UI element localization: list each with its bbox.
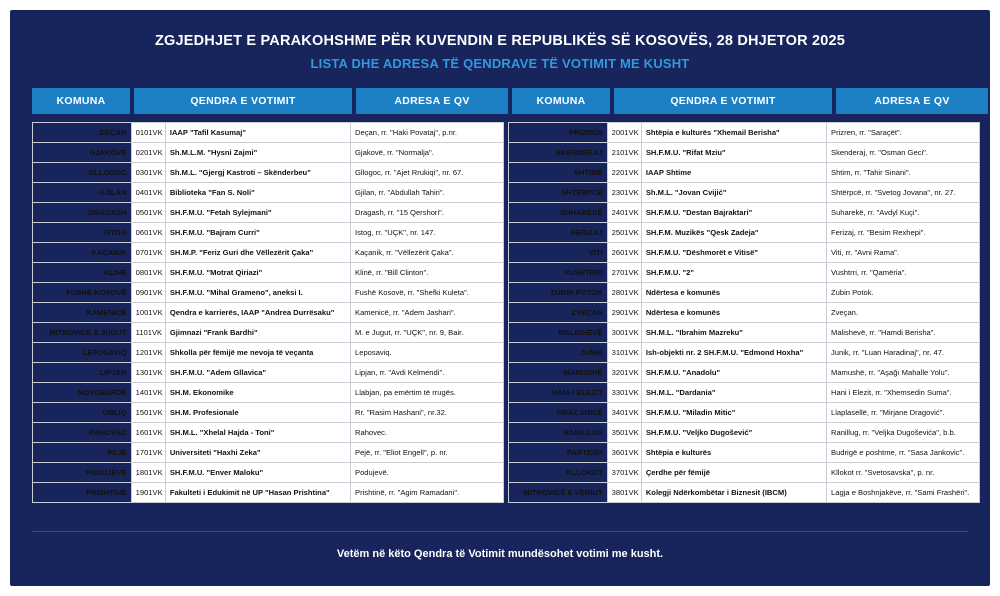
- cell-komuna: SUHAREKË: [509, 203, 608, 223]
- cell-code: 1201VK: [131, 343, 165, 363]
- table-row: [509, 423, 980, 443]
- table-row: [509, 183, 980, 203]
- cell-code: 0601VK: [131, 223, 165, 243]
- cell-code: 1501VK: [131, 403, 165, 423]
- cell-qendra-votimit: SH.F.M.U. "Rifat Mziu": [641, 143, 826, 163]
- cell-adresa: Llabjan, pa emërtim të rrugës.: [351, 383, 504, 403]
- cell-qendra-votimit: SH.M. Profesionale: [165, 403, 350, 423]
- cell-code: 1901VK: [131, 483, 165, 503]
- table-row: [33, 463, 504, 483]
- cell-qendra-votimit: SH.F.M.U. "Enver Maloku": [165, 463, 350, 483]
- left-table: [32, 122, 504, 503]
- cell-code: 0701VK: [131, 243, 165, 263]
- cell-qendra-votimit: SH.M.P. "Feriz Guri dhe Vëllezërit Çaka": [165, 243, 350, 263]
- cell-code: 3201VK: [607, 363, 641, 383]
- table-row: [33, 143, 504, 163]
- table-row: [509, 263, 980, 283]
- cell-code: 2501VK: [607, 223, 641, 243]
- cell-code: 3401VK: [607, 403, 641, 423]
- cell-komuna: KAÇANIK: [33, 243, 132, 263]
- cell-code: 1401VK: [131, 383, 165, 403]
- cell-code: 1101VK: [131, 323, 165, 343]
- table-row: [509, 203, 980, 223]
- footer-divider: [32, 531, 968, 532]
- cell-qendra-votimit: Sh.M.L.M. "Hysni Zajmi": [165, 143, 350, 163]
- cell-qendra-votimit: Shtëpia e kulturës "Xhemail Berisha": [641, 123, 826, 143]
- cell-komuna: SHTËRPCË: [509, 183, 608, 203]
- table-row: [33, 323, 504, 343]
- cell-qendra-votimit: SH.F.M.U. "Anadolu": [641, 363, 826, 383]
- cell-komuna: PRIZREN: [509, 123, 608, 143]
- table-row: [33, 483, 504, 503]
- cell-adresa: Llaplasellë, rr. "Mirjane Dragović".: [827, 403, 980, 423]
- cell-qendra-votimit: SH.F.M.U. "Mihal Grameno", aneksi I.: [165, 283, 350, 303]
- cell-qendra-votimit: IAAP Shtime: [641, 163, 826, 183]
- cell-qendra-votimit: Sh.M.L. "Jovan Cvijić": [641, 183, 826, 203]
- cell-adresa: Kaçanik, rr. "Vëllezërit Çaka".: [351, 243, 504, 263]
- table-row: [33, 243, 504, 263]
- cell-qendra-votimit: SH.M.L. "Ibrahim Mazreku": [641, 323, 826, 343]
- cell-code: 1701VK: [131, 443, 165, 463]
- cell-komuna: DRAGASH: [33, 203, 132, 223]
- cell-qendra-votimit: SH.M. Ekonomike: [165, 383, 350, 403]
- cell-qendra-votimit: SH.M.L. "Dardania": [641, 383, 826, 403]
- cell-adresa: Shtërpcë, rr. "Svetog Jovana", nr. 27.: [827, 183, 980, 203]
- cell-code: 0901VK: [131, 283, 165, 303]
- cell-qendra-votimit: SH.F.M.U. "Destan Bajraktari": [641, 203, 826, 223]
- column-header-qv-left: QENDRA E VOTIMIT: [134, 88, 352, 114]
- column-header-komuna-left: KOMUNA: [32, 88, 130, 114]
- cell-adresa: Kllokot rr. "Svetosavska", p. nr.: [827, 463, 980, 483]
- cell-qendra-votimit: Universiteti "Haxhi Zeka": [165, 443, 350, 463]
- table-row: [509, 283, 980, 303]
- table-row: [509, 123, 980, 143]
- cell-code: 0301VK: [131, 163, 165, 183]
- table-row: [509, 223, 980, 243]
- table-row: [33, 383, 504, 403]
- poster-header: [10, 10, 990, 71]
- cell-qendra-votimit: Ndërtesa e komunës: [641, 283, 826, 303]
- column-header-qv-right: QENDRA E VOTIMIT: [614, 88, 832, 114]
- cell-komuna: KAMENICË: [33, 303, 132, 323]
- cell-adresa: Shtim, rr. "Tahir Sinani".: [827, 163, 980, 183]
- cell-komuna: GJILAN: [33, 183, 132, 203]
- table-row: [33, 303, 504, 323]
- cell-adresa: Prizren, rr. "Saraçët".: [827, 123, 980, 143]
- table-row: [509, 483, 980, 503]
- cell-code: 2701VK: [607, 263, 641, 283]
- column-header-adresa-right: ADRESA E QV: [836, 88, 988, 114]
- page-title: ZGJEDHJET E PARAKOHSHME PËR KUVENDIN E REPUBLIKËS SË KOSOVËS, 28 DHJETOR 2025: [154, 33, 846, 49]
- cell-adresa: Podujevë.: [351, 463, 504, 483]
- cell-adresa: Leposaviq.: [351, 343, 504, 363]
- cell-code: 3101VK: [607, 343, 641, 363]
- cell-qendra-votimit: SH.F.M.U. "Dëshmorët e Vitisë": [641, 243, 826, 263]
- cell-qendra-votimit: SH.M.L. "Xhelal Hajda - Toni": [165, 423, 350, 443]
- cell-adresa: Istog, rr. "UÇK", nr. 147.: [351, 223, 504, 243]
- cell-code: 2401VK: [607, 203, 641, 223]
- tables-container: [32, 122, 988, 503]
- cell-qendra-votimit: Kolegji Ndërkombëtar i Biznesit (IBCM): [641, 483, 826, 503]
- cell-adresa: Lipjan, rr. "Avdi Kelmendi".: [351, 363, 504, 383]
- poster-board: [10, 10, 990, 586]
- cell-code: 2901VK: [607, 303, 641, 323]
- cell-komuna: KLLOKOT: [509, 463, 608, 483]
- column-header-adresa-left: ADRESA E QV: [356, 88, 508, 114]
- table-row: [33, 123, 504, 143]
- cell-qendra-votimit: Ndërtesa e komunës: [641, 303, 826, 323]
- cell-komuna: RANILLUG: [509, 423, 608, 443]
- cell-code: 3001VK: [607, 323, 641, 343]
- cell-code: 3301VK: [607, 383, 641, 403]
- table-row: [509, 323, 980, 343]
- cell-komuna: LIPJAN: [33, 363, 132, 383]
- table-row: [33, 163, 504, 183]
- cell-qendra-votimit: Shkolla për fëmijë me nevoja të veçanta: [165, 343, 350, 363]
- cell-qendra-votimit: Shtëpia e kulturës: [641, 443, 826, 463]
- table-row: [509, 243, 980, 263]
- cell-adresa: Lagja e Boshnjakëve, rr. "Sami Frashëri".: [827, 483, 980, 503]
- cell-adresa: Deçan, rr. "Haki Povataj", p.nr.: [351, 123, 504, 143]
- cell-qendra-votimit: IAAP "Tafil Kasumaj": [165, 123, 350, 143]
- cell-code: 1601VK: [131, 423, 165, 443]
- cell-adresa: Mamushë, rr. "Aşağı Mahalle Yolu".: [827, 363, 980, 383]
- cell-adresa: Prishtinë, rr. "Agim Ramadani".: [351, 483, 504, 503]
- cell-code: 0401VK: [131, 183, 165, 203]
- table-row: [33, 403, 504, 423]
- cell-qendra-votimit: Fakulteti i Edukimit në UP "Hasan Prishtina": [165, 483, 350, 503]
- cell-adresa: Vushtrri, rr. "Qamëria".: [827, 263, 980, 283]
- cell-code: 1001VK: [131, 303, 165, 323]
- cell-qendra-votimit: Çerdhe për fëmijë: [641, 463, 826, 483]
- cell-qendra-votimit: SH.F.M.U. "Bajram Curri": [165, 223, 350, 243]
- cell-komuna: GJAKOVË: [33, 143, 132, 163]
- cell-komuna: ISTOG: [33, 223, 132, 243]
- column-header-komuna-right: KOMUNA: [512, 88, 610, 114]
- cell-qendra-votimit: Biblioteka "Fan S. Noli": [165, 183, 350, 203]
- cell-komuna: MITROVICË E VERIUT: [509, 483, 608, 503]
- table-row: [33, 343, 504, 363]
- footer-note: Vetëm në këto Qendra të Votimit mundësohet votimi me kusht.: [336, 548, 664, 560]
- page-subtitle: LISTA DHE ADRESA TË QENDRAVE TË VOTIMIT ME KUSHT: [310, 55, 690, 71]
- cell-code: 0801VK: [131, 263, 165, 283]
- column-headers: [32, 88, 988, 114]
- table-row: [509, 383, 980, 403]
- cell-adresa: Pejë, rr. "Eliot Engell", p. nr.: [351, 443, 504, 463]
- cell-adresa: M. e Jugut, rr. "UÇK", nr. 9, Bair.: [351, 323, 504, 343]
- cell-komuna: LEPOSAVIQ: [33, 343, 132, 363]
- cell-adresa: Ranillug, rr. "Veljka Dugoševića", b.b.: [827, 423, 980, 443]
- cell-adresa: Dragash, rr. "15 Qershori".: [351, 203, 504, 223]
- cell-code: 2101VK: [607, 143, 641, 163]
- cell-komuna: ZVEÇAN: [509, 303, 608, 323]
- cell-adresa: Rahovec.: [351, 423, 504, 443]
- cell-qendra-votimit: SH.F.M.U. "Motrat Qiriazi": [165, 263, 350, 283]
- cell-qendra-votimit: Qendra e karrierës, IAAP "Andrea Durrësaku": [165, 303, 350, 323]
- table-row: [509, 143, 980, 163]
- cell-komuna: SKENDERAJ: [509, 143, 608, 163]
- cell-komuna: NOVOBËRDË: [33, 383, 132, 403]
- table-row: [33, 263, 504, 283]
- cell-adresa: Suharekë, rr. "Avdyl Kuçi".: [827, 203, 980, 223]
- cell-code: 3701VK: [607, 463, 641, 483]
- cell-adresa: Ferizaj, rr. "Besim Rexhepi".: [827, 223, 980, 243]
- cell-code: 3801VK: [607, 483, 641, 503]
- cell-code: 2201VK: [607, 163, 641, 183]
- cell-komuna: MITROVICË E JUGUT: [33, 323, 132, 343]
- cell-adresa: Klinë, rr. "Bill Clinton".: [351, 263, 504, 283]
- cell-code: 2001VK: [607, 123, 641, 143]
- cell-qendra-votimit: SH.F.M. Muzikës "Qesk Zadeja": [641, 223, 826, 243]
- cell-code: 3501VK: [607, 423, 641, 443]
- cell-komuna: GRAÇANICË: [509, 403, 608, 423]
- cell-komuna: SHTIME: [509, 163, 608, 183]
- cell-qendra-votimit: SH.F.M.U. "Miladin Mitic": [641, 403, 826, 423]
- cell-qendra-votimit: SH.F.M.U. "Fetah Sylejmani": [165, 203, 350, 223]
- cell-adresa: Gllogoc, rr. "Ajet Rrukiqi", nr. 67.: [351, 163, 504, 183]
- table-row: [509, 343, 980, 363]
- table-row: [509, 443, 980, 463]
- table-row: [33, 283, 504, 303]
- cell-komuna: VITI: [509, 243, 608, 263]
- table-row: [509, 403, 980, 423]
- cell-komuna: JUNIK: [509, 343, 608, 363]
- cell-komuna: MALISHEVË: [509, 323, 608, 343]
- cell-komuna: PODUJEVË: [33, 463, 132, 483]
- cell-adresa: Fushë Kosovë, rr. "Shefki Kuleta".: [351, 283, 504, 303]
- table-row: [33, 183, 504, 203]
- cell-adresa: Hani i Elezit, rr. "Xhemsedin Suma".: [827, 383, 980, 403]
- cell-komuna: VUSHTRRI: [509, 263, 608, 283]
- cell-adresa: Kamenicë, rr. "Adem Jashari".: [351, 303, 504, 323]
- table-row: [509, 363, 980, 383]
- cell-adresa: Skenderaj, rr. "Osman Geci".: [827, 143, 980, 163]
- cell-code: 2301VK: [607, 183, 641, 203]
- cell-code: 2601VK: [607, 243, 641, 263]
- table-row: [33, 203, 504, 223]
- cell-qendra-votimit: SH.F.M.U. "2": [641, 263, 826, 283]
- cell-adresa: Gjakovë, rr. "Normalja".: [351, 143, 504, 163]
- cell-komuna: PRISHTINË: [33, 483, 132, 503]
- table-row: [509, 303, 980, 323]
- right-table: [508, 122, 980, 503]
- table-row: [33, 223, 504, 243]
- cell-qendra-votimit: Sh.M.L. "Gjergj Kastroti – Skënderbeu": [165, 163, 350, 183]
- cell-qendra-votimit: SH.F.M.U. "Veljko Dugošević": [641, 423, 826, 443]
- cell-code: 0501VK: [131, 203, 165, 223]
- cell-code: 0201VK: [131, 143, 165, 163]
- cell-adresa: Zveçan.: [827, 303, 980, 323]
- cell-komuna: ZUBIN POTOK: [509, 283, 608, 303]
- cell-adresa: Zubin Potok.: [827, 283, 980, 303]
- table-row: [33, 443, 504, 463]
- table-row: [33, 423, 504, 443]
- cell-qendra-votimit: SH.F.M.U. "Adem Gllavica": [165, 363, 350, 383]
- cell-adresa: Junik, rr. "Luan Haradinaj", nr. 47.: [827, 343, 980, 363]
- cell-code: 1801VK: [131, 463, 165, 483]
- cell-adresa: Viti, rr. "Avni Rama".: [827, 243, 980, 263]
- cell-adresa: Rr. "Rasim Hashani", nr.32.: [351, 403, 504, 423]
- cell-komuna: FUSHË KOSOVË: [33, 283, 132, 303]
- cell-adresa: Gjilan, rr. "Abdullah Tahiri".: [351, 183, 504, 203]
- table-row: [509, 163, 980, 183]
- cell-qendra-votimit: Ish-objekti nr. 2 SH.F.M.U. "Edmond Hoxha": [641, 343, 826, 363]
- cell-komuna: HANI I ELEZIT: [509, 383, 608, 403]
- cell-komuna: FERIZAJ: [509, 223, 608, 243]
- cell-adresa: Malishevë, rr. "Hamdi Berisha".: [827, 323, 980, 343]
- cell-adresa: Budrigë e poshtme, rr. "Sasa Jankovic".: [827, 443, 980, 463]
- cell-code: 2801VK: [607, 283, 641, 303]
- cell-komuna: OBLIQ: [33, 403, 132, 423]
- cell-code: 0101VK: [131, 123, 165, 143]
- cell-komuna: GLLOGOC: [33, 163, 132, 183]
- cell-komuna: PARTESH: [509, 443, 608, 463]
- cell-komuna: MAMUSHË: [509, 363, 608, 383]
- cell-code: 1301VK: [131, 363, 165, 383]
- cell-komuna: KLINË: [33, 263, 132, 283]
- cell-code: 3601VK: [607, 443, 641, 463]
- cell-komuna: PEJË: [33, 443, 132, 463]
- table-row: [33, 363, 504, 383]
- cell-komuna: RAHOVEC: [33, 423, 132, 443]
- cell-qendra-votimit: Gjimnazi "Frank Bardhi": [165, 323, 350, 343]
- table-row: [509, 463, 980, 483]
- cell-komuna: DEÇAN: [33, 123, 132, 143]
